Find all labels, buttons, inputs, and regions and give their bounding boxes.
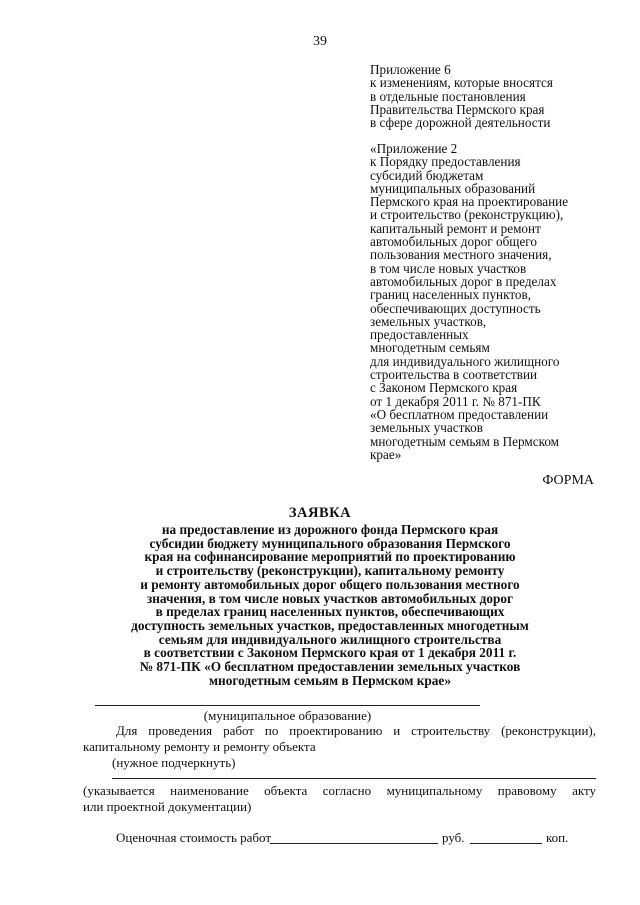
appendix-6-header [370,63,600,129]
appendix-2-line: в том числе новых участков [370,260,527,276]
underline-note: (нужное подчеркнуть) [112,755,236,770]
appendix-2-line: пользования местного значения, [370,247,552,263]
appendix-2-line: многодетным семьям в Пермском [370,433,560,449]
appendix-2-line: автомобильных дорог в пределах [370,273,557,289]
appendix-2-line: муниципальных образований [370,180,536,196]
appendix-2-line: с Законом Пермского края [370,380,518,396]
appendix-2-line: и строительство (реконструкцию), [370,207,564,223]
appendix-2-header [370,142,600,461]
subtitle-line: края на софинансирование мероприятий по проектированию [144,549,516,565]
subtitle-line: доступность земельных участков, предоставленных многодетным [131,617,529,633]
appendix-2-line: Пермского края на проектирование [370,194,569,210]
appendix-6-line: Приложение 6 [370,62,451,77]
appendix-2-line: «О бесплатном предоставлении [370,406,549,422]
appendix-2-line: земельных участков, [370,313,487,329]
rub-label: руб. [442,830,465,845]
appendix-2-line: крае» [370,446,402,462]
appendix-2-line: субсидий бюджетам [370,167,484,183]
appendix-6-line: к изменениям, которые вносятся [370,75,553,91]
subtitle-line: и ремонту автомобильных дорог общего пользования местного [140,576,520,592]
appendix-2-line: от 1 декабря 2011 г. № 871-ПК [370,393,541,409]
cost-label: Оценочная стоимость работ [116,830,272,845]
subtitle-line: семьям для индивидуального жилищного строительства [158,631,502,647]
municipality-input-line[interactable] [95,705,480,706]
kop-label: коп. [546,830,569,845]
appendix-2-line: «Приложение 2 [370,141,458,156]
appendix-2-line: к Порядку предоставления [370,154,521,170]
appendix-2-line: земельных участков [370,420,483,436]
document-title: ЗАЯВКА [288,505,352,521]
appendix-2-line: обеспечивающих доступность [370,300,541,316]
subtitle-line: многодетным семьям в Пермском крае» [209,672,451,688]
appendix-2-line: границ населенных пунктов, [370,287,532,303]
object-note-line-2: или проектной документации) [83,799,252,814]
purpose-line-2: капитальному ремонту и ремонту объекта [83,739,316,754]
appendix-6-line: Правительства Пермского края [370,101,545,117]
object-name-input-line[interactable] [112,778,596,779]
object-note-line-1: (указывается наименование объекта согласно муниципальному правовому акту [83,783,596,798]
subtitle-line: в пределах границ населенных пунктов, обеспечивающих [155,604,505,620]
page-number: 39 [313,34,327,49]
form-label: ФОРМА [542,473,594,488]
appendix-2-line: предоставленных [370,327,469,343]
subtitle-line: субсидии бюджету муниципального образования Пермского [149,535,511,551]
appendix-2-line: для индивидуального жилищного [370,353,560,369]
appendix-6-line: в отдельные постановления [370,88,526,104]
subtitle-line: значения, в том числе новых участков автомобильных дорог [146,590,514,606]
cost-rubles-input-line[interactable] [270,843,438,844]
municipality-caption: (муниципальное образование) [203,708,372,723]
cost-kopecks-input-line[interactable] [470,843,542,844]
appendix-2-line: капитальный ремонт и ремонт [370,220,541,236]
appendix-2-line: автомобильных дорог общего [370,234,537,250]
appendix-6-line: в сфере дорожной деятельности [370,115,551,131]
document-subtitle [80,523,580,687]
subtitle-line: в соответствии с Законом Пермского края от 1 декабря 2011 г. [143,645,517,661]
appendix-2-line: многодетным семьям [370,340,490,356]
subtitle-line: и строительству (реконструкции), капитальному ремонту [155,563,505,579]
subtitle-line: № 871-ПК «О бесплатном предоставлении земельных участков [139,659,521,675]
appendix-2-line: строительства в соответствии [370,367,538,383]
subtitle-line: на предоставление из дорожного фонда Пермского края [161,522,499,537]
purpose-line-1: Для проведения работ по проектированию и строительству (реконструкции), [116,723,596,738]
